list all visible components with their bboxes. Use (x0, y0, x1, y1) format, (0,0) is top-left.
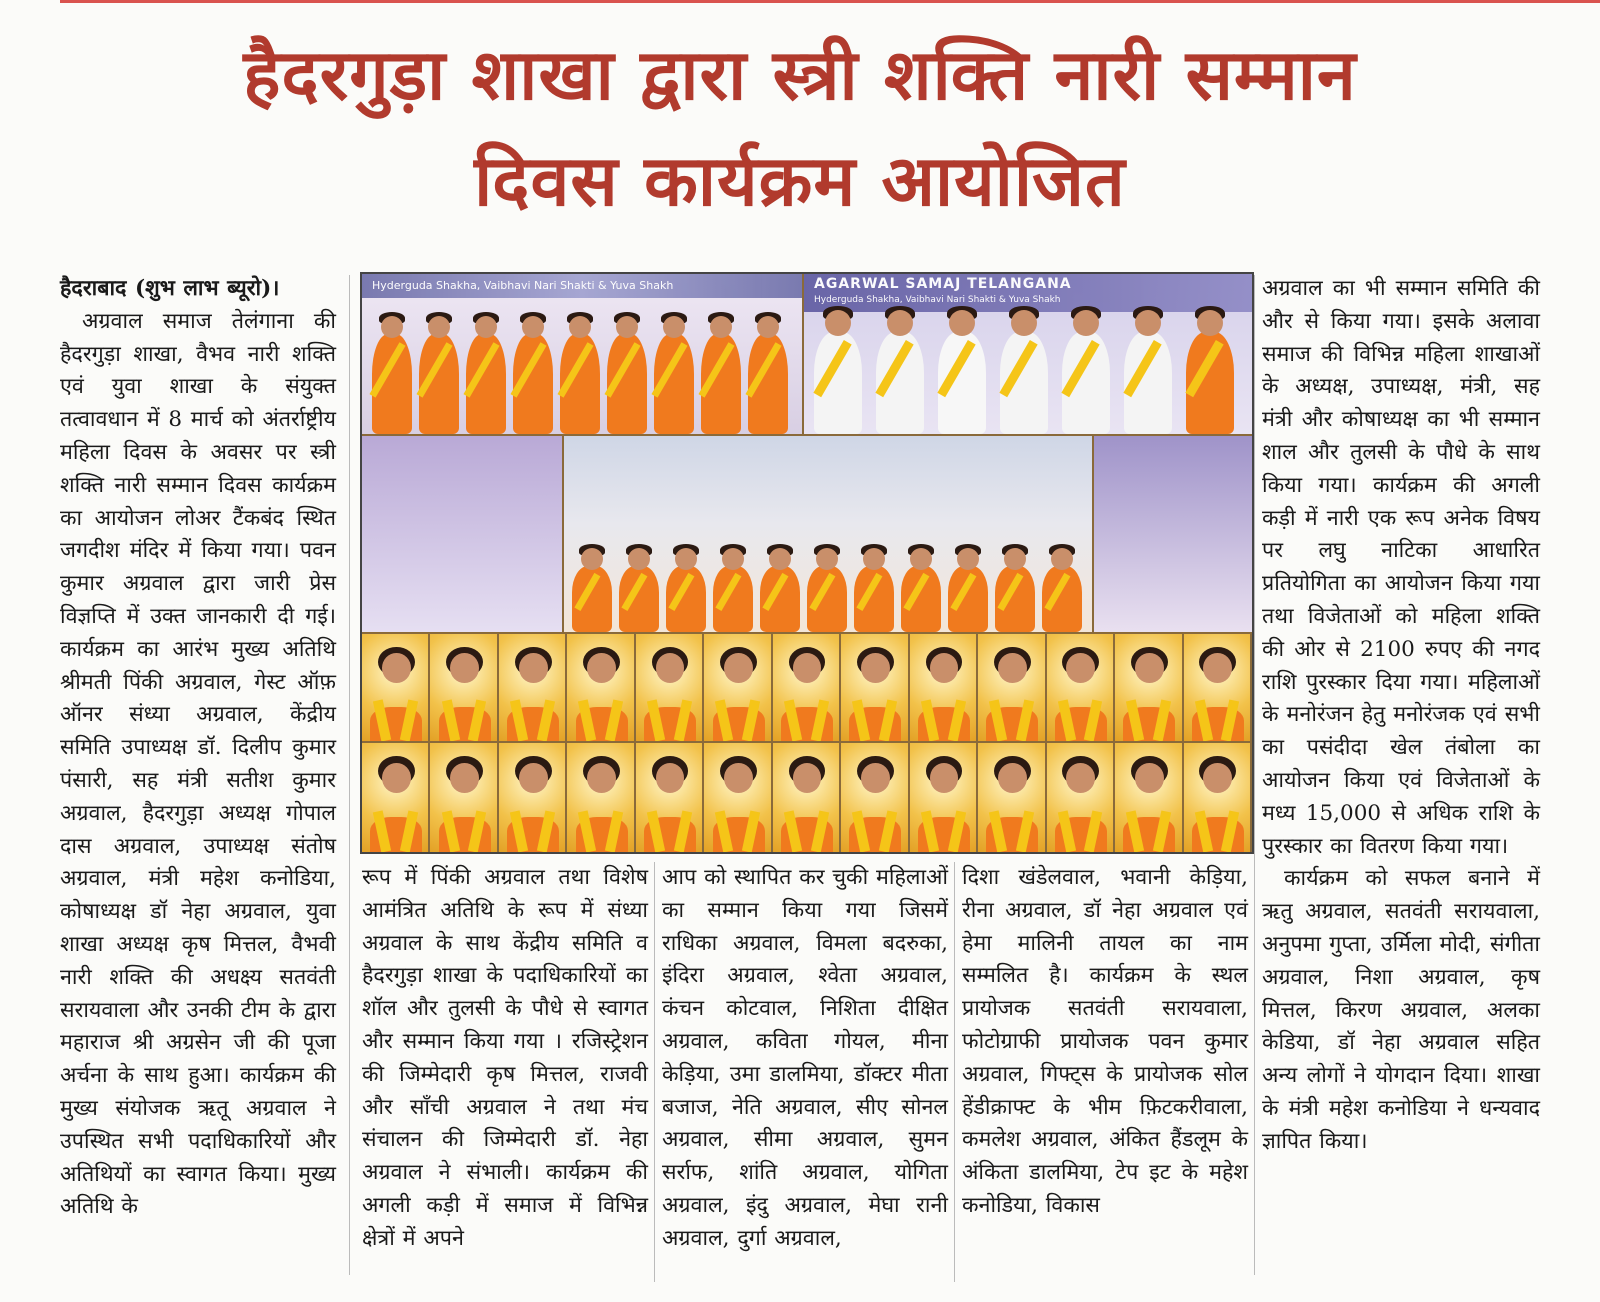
seated-figure (807, 566, 847, 632)
seated-figure (572, 566, 612, 632)
portrait-row-2 (362, 743, 1252, 852)
banner-title: AGARWAL SAMAJ TELANGANA (814, 276, 1072, 292)
portrait-photo (1184, 634, 1250, 741)
article-text-1: अग्रवाल समाज तेलंगाना की हैदरगुड़ा शाखा, वैभव नारी शक्ति एवं युवा शाखा के संयुक्त तत्वावधान में 8 मार्च को अंतर्राष्ट्रीय महिला दिवस के अवसर पर स्त्री शक्ति नारी सम्मान दिवस कार्यक्रम का आयोजन लोअर टैंकबंद स्थित जगदीश मंदिर में किया गया। पवन कुमार अग्रवाल द्वारा जारी प्रेस विज्ञप्ति में उक्त जानकारी दी गई। कार्यक्रम का आरंभ मुख्य अतिथि श्रीमती पिंकी अग्रवाल, गेस्ट ऑफ़ ऑनर संध्या अग्रवाल, केंद्रीय समिति उपाध्यक्ष डॉ. दिलीप कुमार पंसारी, सह मंत्री सतीश कुमार अग्रवाल, हैदरगुड़ा अध्यक्ष गोपाल दास अग्रवाल, उपाध्यक्ष संतोष अग्रवाल, मंत्री महेश कनोडिया, कोषाध्यक्ष डॉ नेहा अग्रवाल, युवा शाखा अध्यक्ष कृष मित्तल, वैभवी नारी शक्ति की अधक्ष्य सतवंती सरायवाला और उनकी टीम के द्वारा महाराज श्री अग्रसेन जी की पूजा अर्चना के साथ हुआ। कार्यक्रम की मुख्य संयोजक ऋतू अग्रवाल ने उपस्थित सभी पदाधिकारियों और अतिथियों का स्वागत किया। मुख्य अतिथि के (60, 308, 336, 1220)
article-text-5b: कार्यक्रम को सफल बनाने में ऋतु अग्रवाल, सतवंती सरायवाला, अनुपमा गुप्ता, उर्मिला मोदी, संगीता अग्रवाल, निशा अग्रवाल, कृष मित्तल, किरण अग्रवाल, अलका केडिया, डॉ नेहा अग्रवाल सहित अन्य लोगों ने योगदान दिया। शाखा के मंत्री महेश कनोडिया ने धन्यवाद ज्ञापित किया। (1262, 866, 1540, 1154)
banner-subtitle: Hyderguda Shakha, Vaibhavi Nari Shakti & Yuva Shakh (814, 295, 1061, 305)
portrait-photo (430, 634, 496, 741)
article-column-3 (662, 862, 948, 1256)
woman-figure (560, 334, 600, 434)
woman-figure (513, 334, 553, 434)
article-column-1 (60, 273, 336, 1224)
portrait-photo (773, 743, 839, 852)
portrait-photo (841, 743, 907, 852)
article-column-5 (1262, 273, 1540, 1159)
portrait-photo (567, 743, 633, 852)
portrait-photo (1184, 743, 1250, 852)
article-column-4 (962, 862, 1248, 1223)
portrait-row-1 (362, 634, 1252, 741)
portrait-photo (978, 634, 1044, 741)
photo-felicitation-left (362, 436, 562, 632)
woman-figure (419, 334, 459, 434)
headline (30, 22, 1570, 234)
woman-figure (654, 334, 694, 434)
dignitary-figure (1000, 332, 1048, 434)
portrait-photo (636, 634, 702, 741)
column-rule (954, 862, 955, 1282)
portrait-photo (430, 743, 496, 852)
column-rule (654, 862, 655, 1282)
photo-stage-group (564, 436, 1092, 632)
column-rule (349, 275, 350, 1275)
headline-line-2: दिवस कार्यक्रम आयोजित (474, 140, 1126, 222)
photo-collage (360, 272, 1254, 854)
portrait-photo (773, 634, 839, 741)
portrait-photo (499, 634, 565, 741)
photo-felicitation-right (1094, 436, 1252, 632)
seated-figure (1042, 566, 1082, 632)
headline-line-1: हैदरगुड़ा शाखा द्वारा स्त्री शक्ति नारी सम्मान (243, 34, 1357, 116)
seated-figure (760, 566, 800, 632)
portrait-photo (1115, 743, 1181, 852)
top-rule (60, 0, 1600, 3)
seated-figure (901, 566, 941, 632)
portrait-photo (704, 634, 770, 741)
portrait-photo (1047, 743, 1113, 852)
woman-figure (701, 334, 741, 434)
article-text-4: दिशा खंडेलवाल, भवानी केड़िया, रीना अग्रवाल, डॉ नेहा अग्रवाल एवं हेमा मालिनी तायल का नाम सम्मलित है। कार्यक्रम के स्थल प्रायोजक सतवंती सरायवाला, फोटोग्राफी प्रायोजक पवन कुमार अग्रवाल, गिफ्ट्स के प्रायोजक सोल हेंडीक्राफ्ट के भीम फ़िटकरीवाला, कमलेश अग्रवाल, अंकित हैंडलूम के अंकिता डालमिया, टेप इट के महेश कनोडिया, विकास (962, 865, 1248, 1218)
photo-women-group (362, 274, 802, 434)
portrait-photo (978, 743, 1044, 852)
article-text-3: आप को स्थापित कर चुकी महिलाओं का सम्मान किया गया जिसमें राधिका अग्रवाल, विमला बदरुका, इंदिरा अग्रवाल, श्वेता अग्रवाल, कंचन कोटवाल, निशिता दीक्षित अग्रवाल, कविता गोयल, मीना केड़िया, उमा डालमिया, डॉक्टर मीता बजाज, नेति अग्रवाल, सीए सोनल अग्रवाल, सीमा अग्रवाल, सुमन सर्राफ, शांति अग्रवाल, योगिता अग्रवाल, इंदु अग्रवाल, मेघा रानी अग्रवाल, दुर्गा अग्रवाल, (662, 865, 948, 1251)
portrait-photo (362, 634, 428, 741)
article-column-2 (362, 862, 648, 1256)
woman-figure (466, 334, 506, 434)
column-rule (1254, 275, 1255, 1275)
portrait-photo (636, 743, 702, 852)
photo-banner: Hyderguda Shakha, Vaibhavi Nari Shakti & Yuva Shakh (362, 274, 802, 298)
seated-figure (713, 566, 753, 632)
portrait-photo (910, 634, 976, 741)
portrait-photo (1047, 634, 1113, 741)
seated-figure (948, 566, 988, 632)
seated-figure (666, 566, 706, 632)
dignitary-figure (876, 332, 924, 434)
dignitary-figure (814, 332, 862, 434)
article-text-5a: अग्रवाल का भी सम्मान समिति की और से किया गया। इसके अलावा समाज की विभिन्न महिला शाखाओं के अध्यक्ष, उपाध्यक्ष, मंत्री, सह मंत्री और कोषाध्यक्ष का भी सम्मान शाल और तुलसी के पौधे के साथ किया गया। कार्यक्रम की अगली कड़ी में नारी एक रूप अनेक विषय पर लघु नाटिका आधारित प्रतियोगिता का आयोजन किया गया तथा विजेताओं को महिला शक्ति की ओर से 2100 रुपए की नगद राशि पुरस्कार दिया गया। महिलाओं के मनोरंजन हेतु मनोरंजक एवं सभी का पसंदीदा खेल तंबोला का आयोजन किया एवं विजेताओं के मध्य 15,000 से अधिक राशि के पुरस्कार का वितरण किया गया। (1262, 276, 1540, 859)
dignitary-figure (938, 332, 986, 434)
seated-figure (854, 566, 894, 632)
woman-figure (607, 334, 647, 434)
portrait-photo (841, 634, 907, 741)
woman-figure (748, 334, 788, 434)
dignitary-figure (1186, 332, 1234, 434)
dignitary-figure (1124, 332, 1172, 434)
portrait-photo (910, 743, 976, 852)
portrait-photo (567, 634, 633, 741)
article-text-2: रूप में पिंकी अग्रवाल तथा विशेष आमंत्रित अतिथि के रूप में संध्या अग्रवाल के साथ केंद्रीय समिति व हैदरगुड़ा शाखा के पदाधिकारियों का शॉल और तुलसी के पौधे से स्वागत और सम्मान किया गया । रजिस्ट्रेशन की जिम्मेदारी कृष मित्तल, राजवी और साँची अग्रवाल ने तथा मंच संचालन की जिम्मेदारी डॉ. नेहा अग्रवाल ने संभाली। कार्यक्रम की अगली कड़ी में समाज में विभिन्न क्षेत्रों में अपने (362, 865, 648, 1251)
seated-figure (995, 566, 1035, 632)
portrait-photo (704, 743, 770, 852)
woman-figure (372, 334, 412, 434)
photo-dignitaries (804, 274, 1252, 434)
dateline: हैदराबाद (शुभ लाभ ब्यूरो)। (60, 276, 280, 301)
dignitary-figure (1062, 332, 1110, 434)
portrait-photo (499, 743, 565, 852)
portrait-photo (362, 743, 428, 852)
portrait-photo (1115, 634, 1181, 741)
seated-figure (619, 566, 659, 632)
